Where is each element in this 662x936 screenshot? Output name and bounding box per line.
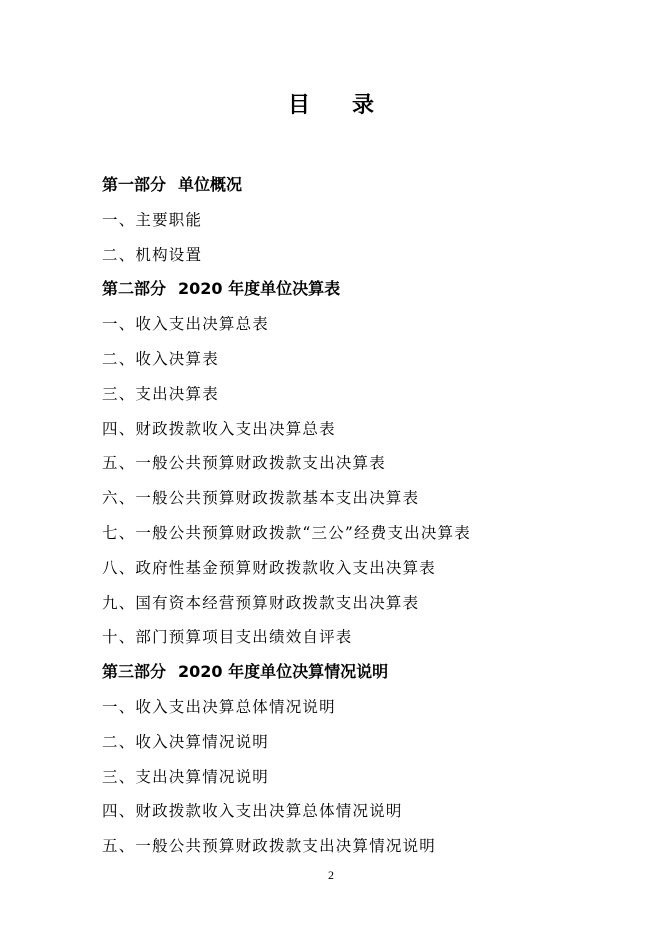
- toc-entry[interactable]: 二、收入决算表: [102, 349, 219, 368]
- page-number: 2: [328, 868, 334, 882]
- toc-entry[interactable]: 二、收入决算情况说明: [102, 732, 270, 751]
- toc-section-part-label: 第三部分: [102, 662, 167, 682]
- page-title: 目录: [287, 93, 416, 118]
- toc-section-part1[interactable]: [102, 172, 622, 207]
- toc-entry[interactable]: 八、政府性基金预算财政拨款收入支出决算表: [102, 558, 437, 577]
- toc-section-part-label: 第二部分: [102, 279, 167, 299]
- toc-entry[interactable]: 五、一般公共预算财政拨款支出决算情况说明: [102, 837, 437, 856]
- toc-entry[interactable]: 二、机构设置: [102, 245, 203, 264]
- toc-section-title: 2020 年度单位决算表: [178, 279, 341, 299]
- toc-entry[interactable]: 七、一般公共预算财政拨款“三公”经费支出决算表: [102, 523, 471, 542]
- toc-entry[interactable]: 三、支出决算情况说明: [102, 767, 270, 786]
- toc-entry[interactable]: 五、一般公共预算财政拨款支出决算表: [102, 454, 386, 473]
- toc-entry[interactable]: 三、支出决算表: [102, 384, 219, 403]
- toc-section-title: 单位概况: [178, 175, 243, 194]
- toc-entry[interactable]: 六、一般公共预算财政拨款基本支出决算表: [102, 489, 420, 508]
- toc-entry[interactable]: 九、国有资本经营预算财政拨款支出决算表: [102, 593, 420, 612]
- toc-entry[interactable]: 四、财政拨款收入支出决算总体情况说明: [102, 802, 403, 821]
- toc-entry[interactable]: 四、财政拨款收入支出决算总表: [102, 419, 336, 438]
- toc-entry[interactable]: 一、收入支出决算总体情况说明: [102, 697, 336, 716]
- toc-entry[interactable]: 十、部门预算项目支出绩效自评表: [102, 628, 353, 647]
- table-of-contents: [102, 172, 622, 868]
- toc-entry[interactable]: 一、主要职能: [102, 210, 203, 229]
- toc-section-part3[interactable]: [102, 659, 622, 694]
- toc-section-title: 2020 年度单位决算情况说明: [178, 662, 389, 682]
- toc-section-part-label: 第一部分: [102, 175, 167, 194]
- toc-section-part2[interactable]: [102, 276, 622, 311]
- toc-entry[interactable]: 一、收入支出决算总表: [102, 315, 270, 334]
